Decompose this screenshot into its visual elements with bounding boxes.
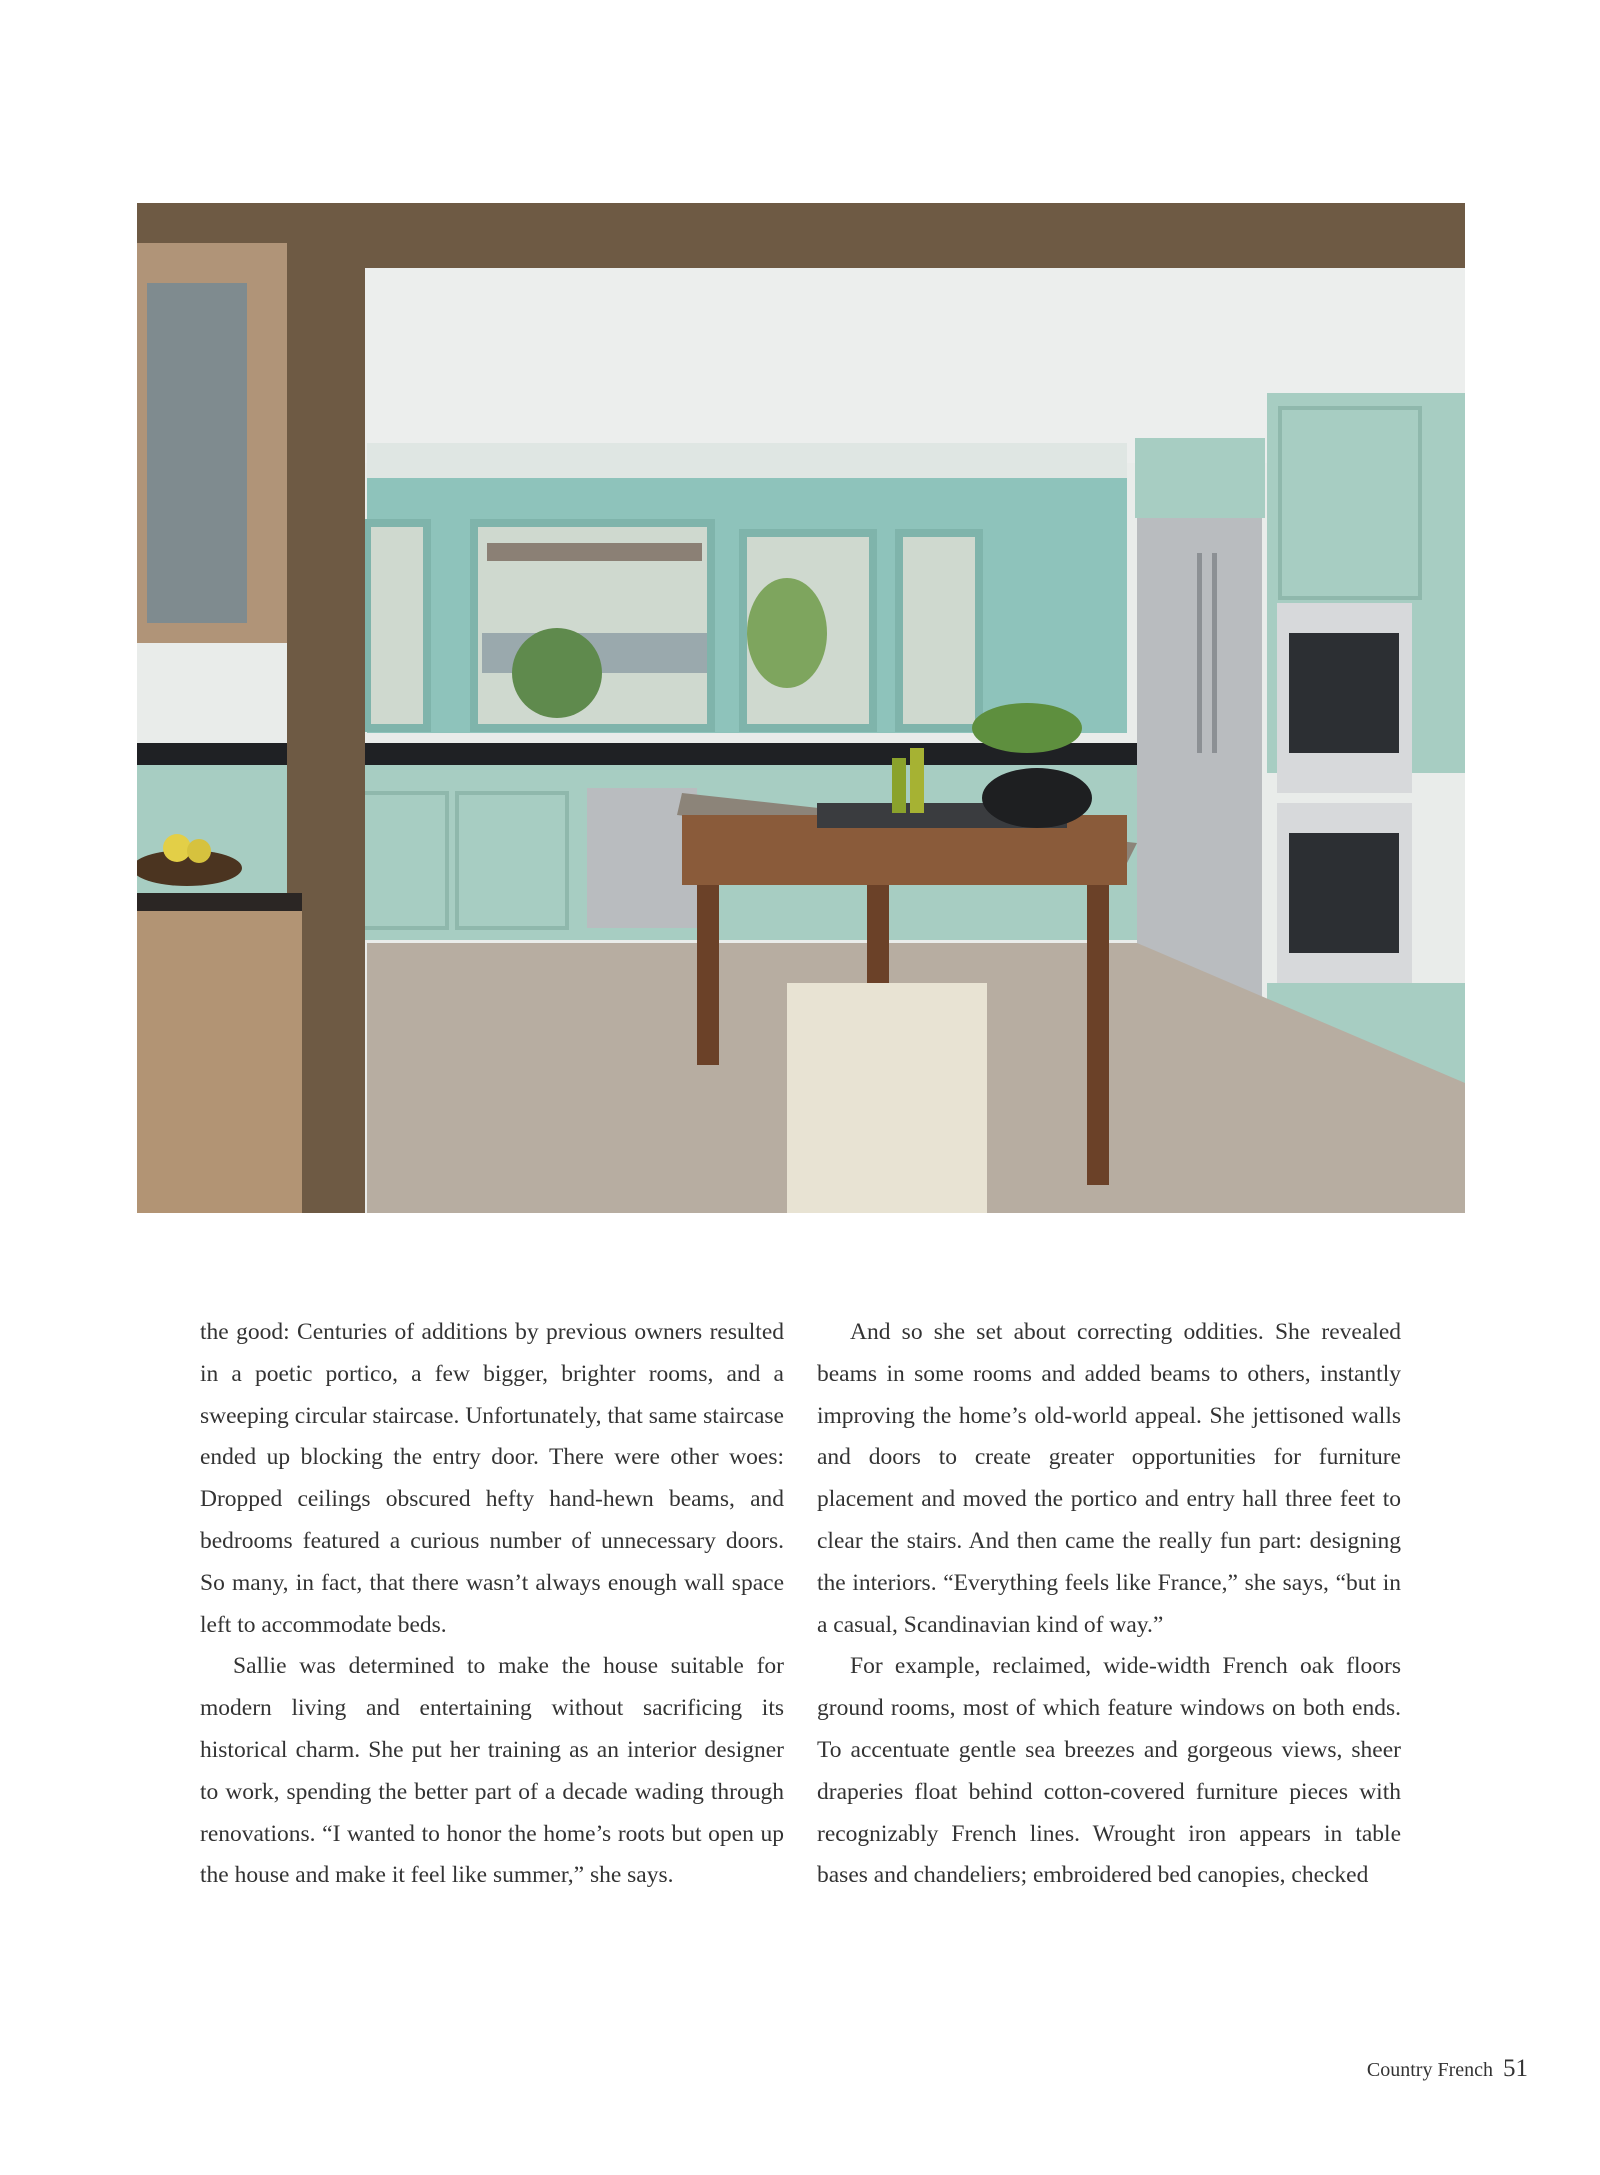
- article-left-column: [200, 1312, 784, 1897]
- island-base: [787, 983, 987, 1213]
- left-paragraph-2: Sallie was determined to make the house suitable for modern living and entertaining without sacrificing its historical charm. She put her training as an interior designer to work, spending the better part of a decade wading through renovations. “I wanted to honor the home’s roots but open up the house and make it feel like summer,” she says.: [200, 1653, 784, 1889]
- page-footer: [1367, 2055, 1528, 2083]
- kitchen-photo: [137, 203, 1465, 1213]
- page-number: 51: [1503, 2055, 1528, 2082]
- section-name: Country French: [1366, 2059, 1493, 2081]
- right-paragraph-1: And so she set about correcting oddities. She revealed beams in some rooms and added beams to others, instantly improving the home’s old-world appeal. She jettisoned walls and doors to create greater opportunities for furniture placement and moved the portico and entry hall three feet to clear the stairs. And then came the really fun part: designing the interiors. “Everything feels like France,” she says, “but in a casual, Scandinavian kind of way.”: [817, 1319, 1401, 1638]
- dutch-oven: [982, 768, 1092, 828]
- article-right-column: [817, 1312, 1401, 1897]
- left-paragraph-1: the good: Centuries of additions by previous owners resulted in a poetic portico, a few bigger, brighter rooms, and a sweeping circular staircase. Unfortunately, that same staircase ended up blocking the entry door. There were other woes: Dropped ceilings obscured hefty hand-hewn beams, and bedrooms featured a curious number of unnecessary doors. So many, in fact, that there wasn’t always enough wall space left to accommodate beds.: [200, 1319, 784, 1638]
- right-paragraph-2: For example, reclaimed, wide-width French oak floors ground rooms, most of which feature windows on both ends. To accentuate gentle sea breezes and gorgeous views, sheer draperies float behind cotton-covered furniture pieces with recognizably French lines. Wrought iron appears in table bases and chandeliers; embroidered bed canopies, checked: [817, 1653, 1401, 1889]
- kitchen-illustration: [137, 203, 1465, 1213]
